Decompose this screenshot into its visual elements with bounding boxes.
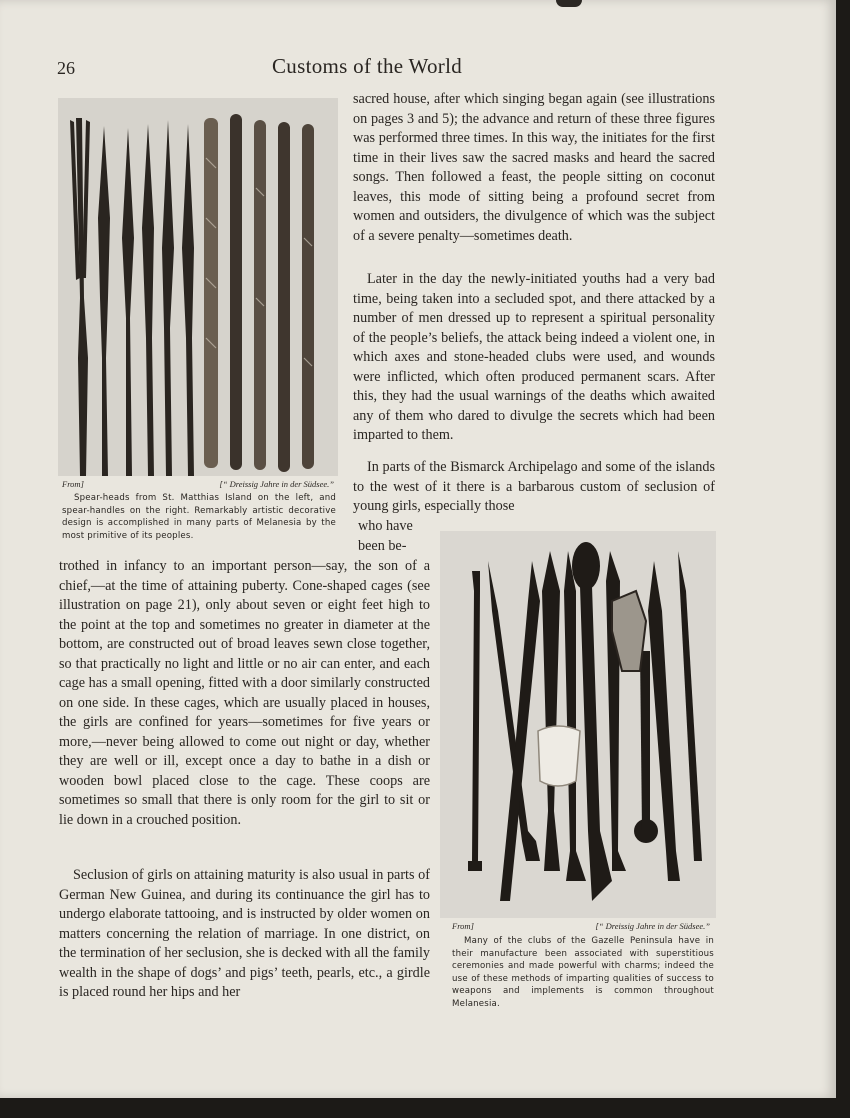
figure1-credit-left: From] (62, 479, 84, 489)
page-number: 26 (57, 58, 75, 78)
spears-illustration (58, 98, 338, 476)
page-edge-mark (556, 0, 582, 7)
spears-photo (58, 98, 338, 476)
paragraph-3-fragment-a: who have (358, 518, 413, 534)
running-title: Customs of the World (272, 54, 463, 78)
figure1-caption: Spear-heads from St. Matthias Island on the left, and spear-handles on the right. Remarkably artistic decorative design is accomplished in many parts of Melanesia by the most primitive of its peoples. (62, 493, 336, 541)
figure2-credit-right: [“ Dreissig Jahre in der Südsee.” (595, 921, 710, 931)
paragraph-2: Later in the day the newly-initiated youths had a very bad time, being taken into a secluded spot, and there attacked by a number of men dressed up to represent a spiritual personality of the people’s beliefs, the attack being indeed a violent one, in which axes and stone-headed clubs were used, and wounds were inflicted, which often produced permanent scars. After this, they had the usual warnings of the deaths which awaited any of them who dared to divulge the secrets which had been imparted to them. (353, 271, 715, 443)
clubs-illustration (440, 531, 716, 918)
paragraph-3-start: In parts of the Bismarck Archipelago and some of the islands to the west of it there is a barbarous custom of seclusion of young girls, especially those (353, 459, 715, 514)
figure2-caption: Many of the clubs of the Gazelle Peninsula have in their manufacture been associated with superstitious ceremonies and made powerful with charms; indeed the use of these methods of imparting qualities of success to weapons and implements is common throughout Melanesia. (452, 936, 714, 1009)
paragraph-3-fragment-b: been be- (358, 538, 407, 554)
paragraph-1: sacred house, after which singing began again (see illustrations on pages 3 and 5); the advance and return of these three figures was performed three times. In this way, the initiates for the first time in their lives saw the sacred masks and heard the sacred songs. Then followed a feast, the people sitting on coconut leaves, this mode of sitting being a profound secret from women and outsiders, the divulgence of which was the subject of a severe penalty—sometimes death. (353, 91, 715, 244)
paragraph-3-continued: trothed in infancy to an important person—say, the son of a chief,—at the time of attaining puberty. Cone-shaped cages (see illustration on page 21), only about seven or eight feet high to the point at the top and sometimes no greater in diameter at the bottom, are constructed out of broad leaves sewn close together, so that practically no light and little or no air can enter, and each cage has a small opening, fitted with a door similarly constructed on one side. In these cages, which are usually placed in houses, the girls are confined for years—sometimes for five years or more,—never being allowed to come out night or day, whether they are well or ill, except once a day to bathe in a dish or wooden bowl placed close to the cage. These coops are sometimes so small that there is only room for the girl to sit or lie down in a crouched position. (59, 558, 430, 828)
figure1-credit (62, 479, 334, 489)
paragraph-4: Seclusion of girls on attaining maturity is also usual in parts of German New Guinea, and during its continuance the girl has to undergo elaborate tattooing, and is instructed by older women on matters concerning the relation of marriage. In one district, on the termination of her seclusion, she is decked with all the family wealth in the shape of dogs’ and pigs’ teeth, pearls, etc., a girdle is placed round her hips and her (59, 867, 430, 1000)
figure2-credit (452, 921, 710, 931)
clubs-photo (440, 531, 716, 918)
figure1-credit-right: [“ Dreissig Jahre in der Südsee.” (219, 479, 334, 489)
figure2-credit-left: From] (452, 921, 474, 931)
